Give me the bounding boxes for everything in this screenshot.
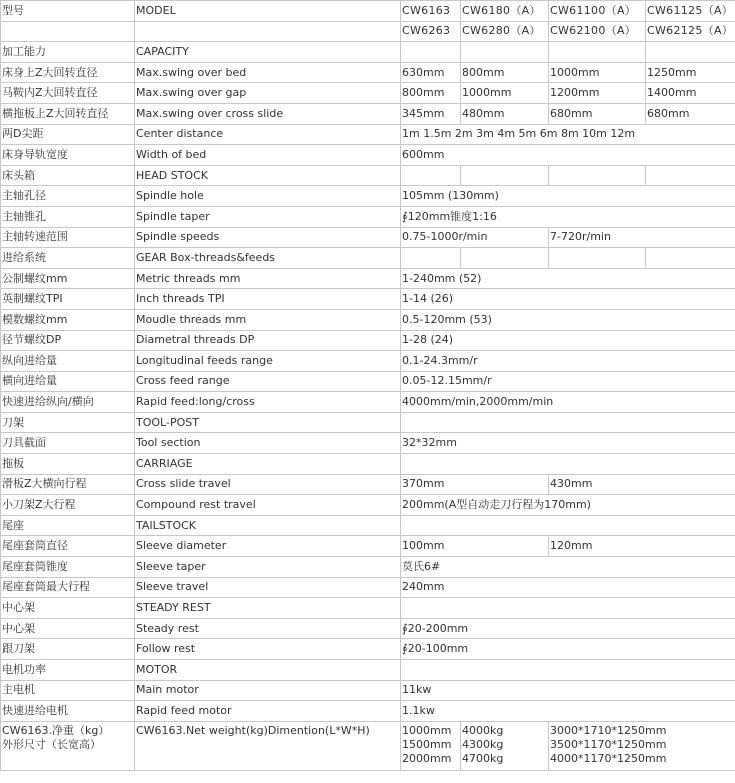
table-row	[1, 557, 735, 578]
label-cn: 主轴转速范围	[1, 227, 135, 248]
label-cn: 公制螺纹mm	[1, 268, 135, 289]
section-label-en: HEAD STOCK	[135, 165, 401, 186]
weight-label-line1: CW6163.净重（kg）	[2, 723, 110, 737]
empty-cell	[401, 454, 735, 475]
label-en: Longitudinal feeds range	[135, 351, 401, 372]
section-label-en: CAPACITY	[135, 42, 401, 63]
value-cell: 480mm	[461, 103, 549, 124]
value-cell: 370mm	[401, 474, 549, 495]
empty-cell	[549, 248, 646, 269]
value-cell: 0.75-1000r/min	[401, 227, 549, 248]
value-cell: 240mm	[401, 577, 735, 598]
value-cell: 105mm (130mm)	[401, 186, 735, 207]
section-label-cn: 刀架	[1, 412, 135, 433]
value-cell: 600mm	[401, 145, 735, 166]
empty-cell	[135, 21, 401, 42]
label-en: Inch threads TPI	[135, 289, 401, 310]
value-cell: ∮20-200mm	[401, 618, 735, 639]
value-cell: 120mm	[549, 536, 735, 557]
label-en: Sleeve travel	[135, 577, 401, 598]
label-cn: 模数螺纹mm	[1, 309, 135, 330]
section-label-cn: 尾座	[1, 515, 135, 536]
table-row	[1, 639, 735, 660]
label-en: Cross slide travel	[135, 474, 401, 495]
empty-cell	[401, 165, 461, 186]
section-header-row	[1, 248, 735, 269]
value-cell: 1000mm	[549, 62, 646, 83]
label-en: CW6163.Net weight(kg)Dimention(L*W*H)	[135, 721, 401, 770]
value-cell: 800mm	[401, 83, 461, 104]
empty-cell	[401, 598, 735, 619]
section-header-row	[1, 660, 735, 681]
value-cell: 1-28 (24)	[401, 330, 735, 351]
empty-cell	[401, 515, 735, 536]
value-cell: 1200mm	[549, 83, 646, 104]
label-en: Center distance	[135, 124, 401, 145]
value-cell: 1-240mm (52)	[401, 268, 735, 289]
label-cn: 跟刀架	[1, 639, 135, 660]
empty-cell	[401, 412, 735, 433]
empty-cell	[646, 42, 735, 63]
section-header-row	[1, 412, 735, 433]
table-row	[1, 351, 735, 372]
value-cell: 0.5-120mm (53)	[401, 309, 735, 330]
label-en: Main motor	[135, 680, 401, 701]
label-cn: 纵向进给量	[1, 351, 135, 372]
label-en: Spindle taper	[135, 206, 401, 227]
dimension-value: 4000*1170*1250mm	[550, 751, 667, 765]
value-cell: 0.05-12.15mm/r	[401, 371, 735, 392]
value-cell: ∮120mm锥度1:16	[401, 206, 735, 227]
label-en: Rapid feed motor	[135, 701, 401, 722]
table-row	[1, 371, 735, 392]
table-row	[1, 103, 735, 124]
label-en: Max.swing over cross slide	[135, 103, 401, 124]
section-label-en: GEAR Box-threads&feeds	[135, 248, 401, 269]
label-en: Moudle threads mm	[135, 309, 401, 330]
label-cn: 主轴锥孔	[1, 206, 135, 227]
label-en: Max.swing over bed	[135, 62, 401, 83]
label-en: Width of bed	[135, 145, 401, 166]
value-cell: 680mm	[549, 103, 646, 124]
section-label-cn: 床头箱	[1, 165, 135, 186]
label-cn: 主轴孔径	[1, 186, 135, 207]
model-name: CW6280（A）	[461, 21, 549, 42]
label-cn	[1, 721, 135, 770]
section-label-en: MOTOR	[135, 660, 401, 681]
label-en: Max.swing over gap	[135, 83, 401, 104]
table-row	[1, 186, 735, 207]
table-row	[1, 680, 735, 701]
value-cell: 1250mm	[646, 62, 735, 83]
label-cn: 刀具截面	[1, 433, 135, 454]
model-name: CW61125（A）	[646, 1, 735, 22]
value-cell: 1-14 (26)	[401, 289, 735, 310]
label-cn: 床身导轨宽度	[1, 145, 135, 166]
label-en: Metric threads mm	[135, 268, 401, 289]
table-row	[1, 474, 735, 495]
table-row	[1, 206, 735, 227]
label-cn: 小刀架Z大行程	[1, 495, 135, 516]
label-en: MODEL	[135, 1, 401, 22]
dimension-value: 3000*1710*1250mm	[550, 723, 667, 737]
model-name: CW6180（A）	[461, 1, 549, 22]
table-row	[1, 392, 735, 413]
table-row	[1, 62, 735, 83]
section-label-en: STEADY REST	[135, 598, 401, 619]
value-cell: 100mm	[401, 536, 549, 557]
label-cn: 主电机	[1, 680, 135, 701]
label-cn: 径节螺纹DP	[1, 330, 135, 351]
label-cn: 两D尖距	[1, 124, 135, 145]
table-row	[1, 433, 735, 454]
model-name: CW62125（A）	[646, 21, 735, 42]
section-header-row	[1, 515, 735, 536]
table-row	[1, 1, 735, 22]
value-cell: 200mm(A型自动走刀行程为170mm)	[401, 495, 735, 516]
label-cn: 横拖板上Z大回转直径	[1, 103, 135, 124]
section-label-en: TOOL-POST	[135, 412, 401, 433]
dimension-value: 3500*1170*1250mm	[550, 737, 667, 751]
label-en: Sleeve diameter	[135, 536, 401, 557]
table-row	[1, 124, 735, 145]
table-row	[1, 701, 735, 722]
value-cell	[549, 721, 735, 770]
table-row	[1, 309, 735, 330]
table-row	[1, 268, 735, 289]
table-row	[1, 330, 735, 351]
length-value: 1500mm	[402, 737, 452, 751]
empty-cell	[646, 165, 735, 186]
empty-cell	[1, 21, 135, 42]
table-row	[1, 83, 735, 104]
label-cn: 尾座套筒锥度	[1, 557, 135, 578]
value-cell: 1.1kw	[401, 701, 735, 722]
value-cell: 4000mm/min,2000mm/min	[401, 392, 735, 413]
label-cn: 型号	[1, 1, 135, 22]
label-cn: 横向进给量	[1, 371, 135, 392]
label-en: Tool section	[135, 433, 401, 454]
empty-cell	[549, 42, 646, 63]
length-value: 1000mm	[402, 723, 452, 737]
value-cell: 630mm	[401, 62, 461, 83]
label-en: Steady rest	[135, 618, 401, 639]
value-cell: 1000mm	[461, 83, 549, 104]
model-name: CW6163	[401, 1, 461, 22]
label-en: Sleeve taper	[135, 557, 401, 578]
model-name: CW6263	[401, 21, 461, 42]
label-en: Compound rest travel	[135, 495, 401, 516]
section-label-en: CARRIAGE	[135, 454, 401, 475]
table-row	[1, 577, 735, 598]
empty-cell	[401, 42, 461, 63]
model-name: CW62100（A）	[549, 21, 646, 42]
value-cell	[401, 721, 461, 770]
section-label-cn: 加工能力	[1, 42, 135, 63]
value-cell: 7-720r/min	[549, 227, 735, 248]
label-cn: 快速进给电机	[1, 701, 135, 722]
section-label-cn: 拖板	[1, 454, 135, 475]
table-row	[1, 536, 735, 557]
table-row	[1, 721, 735, 770]
section-header-row	[1, 42, 735, 63]
value-cell: 680mm	[646, 103, 735, 124]
value-cell: 1m 1.5m 2m 3m 4m 5m 6m 8m 10m 12m	[401, 124, 735, 145]
empty-cell	[401, 248, 461, 269]
section-label-cn: 中心架	[1, 598, 135, 619]
label-en: Rapid feed:long/cross	[135, 392, 401, 413]
empty-cell	[461, 248, 549, 269]
section-label-en: TAILSTOCK	[135, 515, 401, 536]
empty-cell	[461, 42, 549, 63]
value-cell: 800mm	[461, 62, 549, 83]
weight-value: 4700kg	[462, 751, 504, 765]
label-en: Spindle hole	[135, 186, 401, 207]
empty-cell	[646, 248, 735, 269]
length-value: 2000mm	[402, 751, 452, 765]
weight-label-line2: 外形尺寸（长宽高）	[2, 737, 101, 751]
value-cell: 1400mm	[646, 83, 735, 104]
section-header-row	[1, 598, 735, 619]
empty-cell	[461, 165, 549, 186]
weight-value: 4300kg	[462, 737, 504, 751]
table-row	[1, 495, 735, 516]
value-cell: ∮20-100mm	[401, 639, 735, 660]
label-en: Follow rest	[135, 639, 401, 660]
label-en: Diametral threads DP	[135, 330, 401, 351]
value-cell: 0.1-24.3mm/r	[401, 351, 735, 372]
label-en: Spindle speeds	[135, 227, 401, 248]
empty-cell	[549, 165, 646, 186]
value-cell: 430mm	[549, 474, 735, 495]
section-header-row	[1, 165, 735, 186]
value-cell: 32*32mm	[401, 433, 735, 454]
value-cell: 莫氏6#	[401, 557, 735, 578]
value-cell: 345mm	[401, 103, 461, 124]
table-row	[1, 227, 735, 248]
model-name: CW61100（A）	[549, 1, 646, 22]
label-cn: 马鞍内Z大回转直径	[1, 83, 135, 104]
table-row	[1, 145, 735, 166]
label-cn: 尾座套筒直径	[1, 536, 135, 557]
table-row	[1, 618, 735, 639]
label-cn: 英制螺纹TPI	[1, 289, 135, 310]
section-label-cn: 进给系统	[1, 248, 135, 269]
weight-value: 4000kg	[462, 723, 504, 737]
label-cn: 滑板Z大横向行程	[1, 474, 135, 495]
label-en: Cross feed range	[135, 371, 401, 392]
label-cn: 尾座套筒最大行程	[1, 577, 135, 598]
section-label-cn: 电机功率	[1, 660, 135, 681]
label-cn: 床身上Z大回转直径	[1, 62, 135, 83]
label-cn: 中心架	[1, 618, 135, 639]
section-header-row	[1, 454, 735, 475]
table-row	[1, 21, 735, 42]
empty-cell	[401, 660, 735, 681]
label-cn: 快速进给纵向/横向	[1, 392, 135, 413]
value-cell	[461, 721, 549, 770]
table-row	[1, 289, 735, 310]
value-cell: 11kw	[401, 680, 735, 701]
